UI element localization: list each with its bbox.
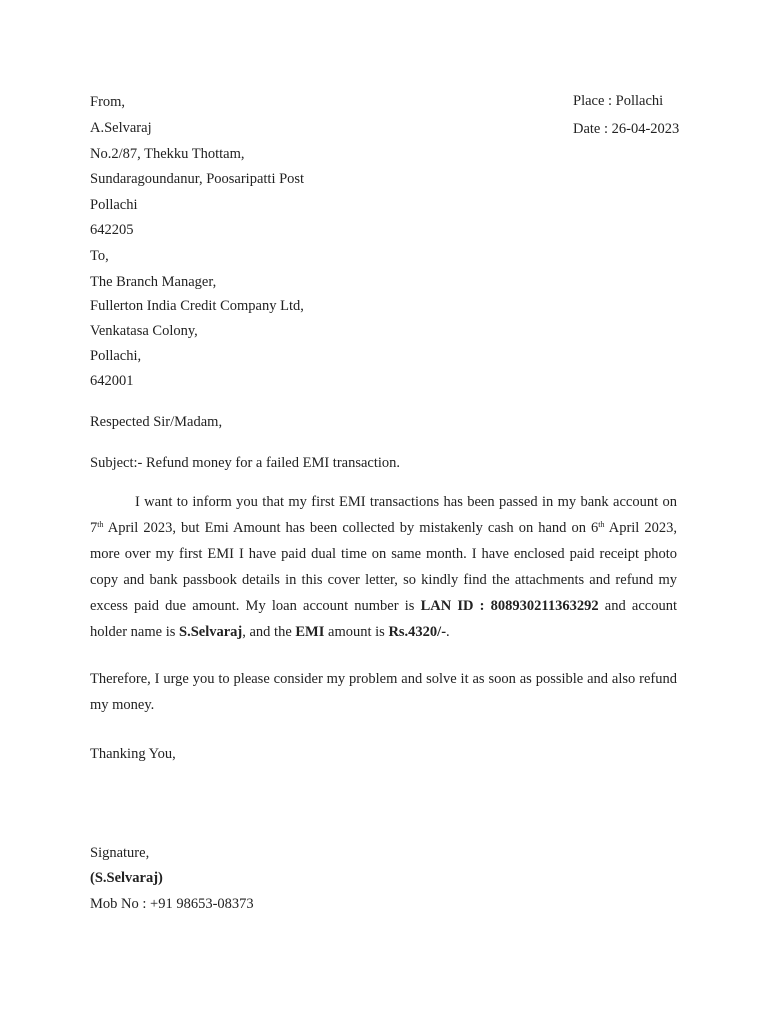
to-label: To, (90, 248, 109, 264)
recipient-address-line1: Venkatasa Colony, (90, 323, 198, 339)
subject-line: Subject:- Refund money for a failed EMI transaction. (90, 455, 401, 471)
loan-account-number: LAN ID : 808930211363292 (420, 598, 599, 614)
emi-amount: Rs.4320/- (388, 624, 447, 640)
recipient-company: Fullerton India Credit Company Ltd, (90, 298, 304, 314)
sender-pincode: 642205 (90, 222, 134, 238)
sender-address-line1: No.2/87, Thekku Thottam, (90, 146, 245, 162)
body-paragraph-1: I want to inform you that my first EMI transactions has been passed in my bank account on 7th April 2023, but Emi Amount has been collected by mistakenly cash on hand on 6th April 2023, more over my first EMI I have paid dual time on same month. I have enclosed paid receipt photo copy and bank passbook details in this cover letter, so kindly find the attachments and refund my excess paid due amount. My loan account number is LAN ID : 808930211363292 and account holder name is S.Selvaraj, and the EMI amount is Rs.4320/-. (90, 494, 677, 640)
sender-address-line2: Sundaragoundanur, Poosaripatti Post (90, 171, 305, 187)
salutation: Respected Sir/Madam, (90, 414, 223, 430)
closing-thanks: Thanking You, (90, 746, 176, 762)
sender-name: A.Selvaraj (90, 120, 152, 136)
body-paragraph-2: Therefore, I urge you to please consider my problem and solve it as soon as possible and also refund my money. (90, 671, 677, 713)
recipient-pincode: 642001 (90, 373, 134, 389)
recipient-title: The Branch Manager, (90, 274, 217, 290)
date: Date : 26-04-2023 (573, 121, 680, 137)
account-holder-name: S.Selvaraj (179, 624, 243, 640)
sender-city: Pollachi (90, 197, 138, 213)
place: Place : Pollachi (573, 93, 664, 109)
signature-label: Signature, (90, 845, 150, 861)
mobile-number: Mob No : +91 98653-08373 (90, 896, 254, 912)
signatory-name: (S.Selvaraj) (90, 870, 163, 886)
from-label: From, (90, 94, 126, 110)
recipient-city: Pollachi, (90, 348, 142, 364)
